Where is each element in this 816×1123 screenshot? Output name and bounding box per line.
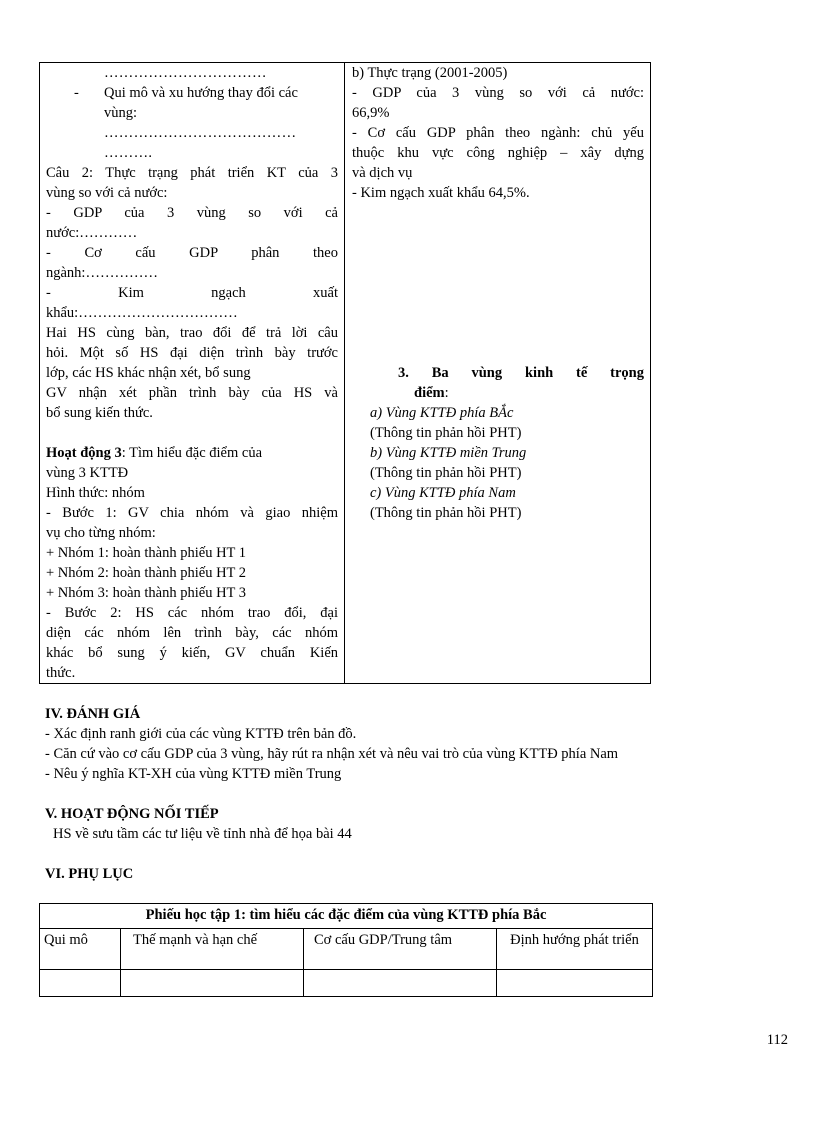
structure-prompt-blank: ngành:…………… [46,265,158,281]
page-number: 112 [766,1032,788,1048]
feedback-note: (Thông tin phản hồi PHT) [370,425,522,441]
evaluation-item: - Nêu ý nghĩa KT-XH của vùng KTTĐ miền Trung [45,766,342,782]
group-3-task: + Nhóm 3: hoàn thành phiếu HT 3 [46,585,247,601]
empty-cell[interactable] [40,970,121,997]
step-1-cont: vụ cho từng nhóm: [46,525,156,541]
region-south: c) Vùng KTTĐ phía Nam [370,485,516,501]
gdp-structure: và dịch vụ [352,165,413,181]
lesson-table [39,62,651,684]
content-column [352,63,644,523]
gdp-prompt: - GDP của 3 vùng so với cả [46,205,338,221]
column-divider [344,62,345,684]
feedback-note: (Thông tin phản hồi PHT) [370,505,522,521]
activity-3-heading-cont: vùng 3 KTTĐ [46,465,129,481]
header-gdp-structure: Cơ cấu GDP/Trung tâm [304,929,497,970]
group-2-task: + Nhóm 2: hoàn thành phiếu HT 2 [46,565,247,581]
group-1-task: + Nhóm 1: hoàn thành phiếu HT 1 [46,545,247,561]
gdp-share-value: 66,9% [352,105,390,121]
empty-cell[interactable] [121,970,304,997]
feedback-note: (Thông tin phản hồi PHT) [370,465,522,481]
section-iv-title: IV. ĐÁNH GIÁ [45,706,141,722]
gdp-structure: - Cơ cấu GDP phân theo ngành: chủ yếu [352,125,644,141]
teacher-feedback: bổ sung kiến thức. [46,405,153,421]
teacher-activity-column [46,63,338,683]
evaluation-item: - Căn cứ vào cơ cấu GDP của 3 vùng, hãy rút ra nhận xét và nêu vai trò của vùng KTTĐ phía Nam [45,746,619,762]
step-1: - Bước 1: GV chia nhóm và giao nhiệm [46,505,338,521]
region-central: b) Vùng KTTĐ miền Trung [370,445,527,461]
header-scale: Qui mô [40,929,121,970]
activity-3-heading: Hoạt động 3: Tìm hiểu đặc điểm của [46,445,263,461]
step-2: - Bước 2: HS các nhóm trao đổi, đại [46,605,338,621]
section-3-heading: 3. Ba vùng kinh tế trọng [398,365,644,381]
empty-cell[interactable] [304,970,497,997]
worksheet-title: Phiếu học tập 1: tìm hiểu các đặc điểm của vùng KTTĐ phía Bắc [40,904,653,929]
pair-work-text: lớp, các HS khác nhận xét, bổ sung [46,365,251,381]
gdp-structure: thuộc khu vực công nghiệp – xây dựng [352,145,644,161]
bullet-item-continuation: vùng: [104,105,138,121]
step-2: thức. [46,665,76,681]
export-share: - Kim ngạch xuất khẩu 64,5%. [352,185,530,201]
teacher-feedback: GV nhận xét phần trình bày của HS và [46,385,338,401]
dotted-line: …………………………… [104,65,267,81]
dotted-line: ………………………………… [104,125,297,141]
header-strengths: Thế mạnh và hạn chế [121,929,304,970]
export-prompt: - Kim ngạch xuất [46,285,338,301]
section-iv-list [45,724,618,784]
section-vi-title: VI. PHỤ LỤC [45,866,134,882]
evaluation-item: - Xác định ranh giới của các vùng KTTĐ trên bản đồ. [45,726,357,742]
empty-cell[interactable] [497,970,653,997]
bullet-item: - Qui mô và xu hướng thay đổi các [74,85,298,101]
step-2: khác bổ sung ý kiến, GV chuẩn Kiến [46,645,338,661]
question-2-line: Câu 2: Thực trạng phát triển KT của 3 [46,165,338,181]
gdp-prompt-blank: nước:………… [46,225,138,241]
worksheet-table [39,903,653,997]
section-v-text: HS về sưu tầm các tư liệu về tỉnh nhà để họa bài 44 [53,826,352,842]
activity-form: Hình thức: nhóm [46,485,145,501]
status-heading: b) Thực trạng (2001-2005) [352,65,508,81]
spacer [352,203,644,363]
step-2: diện các nhóm lên trình bày, các nhóm [46,625,338,641]
header-direction: Định hướng phát triển [497,929,653,970]
dotted-line: ………. [104,145,153,161]
gdp-share: - GDP của 3 vùng so với cả nước: [352,85,644,101]
pair-work-text: Hai HS cùng bàn, trao đổi để trả lời câu [46,325,338,341]
spacer [46,423,338,443]
question-2-line: vùng so với cả nước: [46,185,168,201]
export-prompt-blank: khẩu:…………………………… [46,305,238,321]
structure-prompt: - Cơ cấu GDP phân theo [46,245,338,261]
section-3-heading-cont: điểm: [414,385,449,401]
region-north: a) Vùng KTTĐ phía BẮc [370,405,514,421]
pair-work-text: hỏi. Một số HS đại diện trình bày trước [46,345,338,361]
section-v-title: V. HOẠT ĐỘNG NỐI TIẾP [45,806,219,822]
